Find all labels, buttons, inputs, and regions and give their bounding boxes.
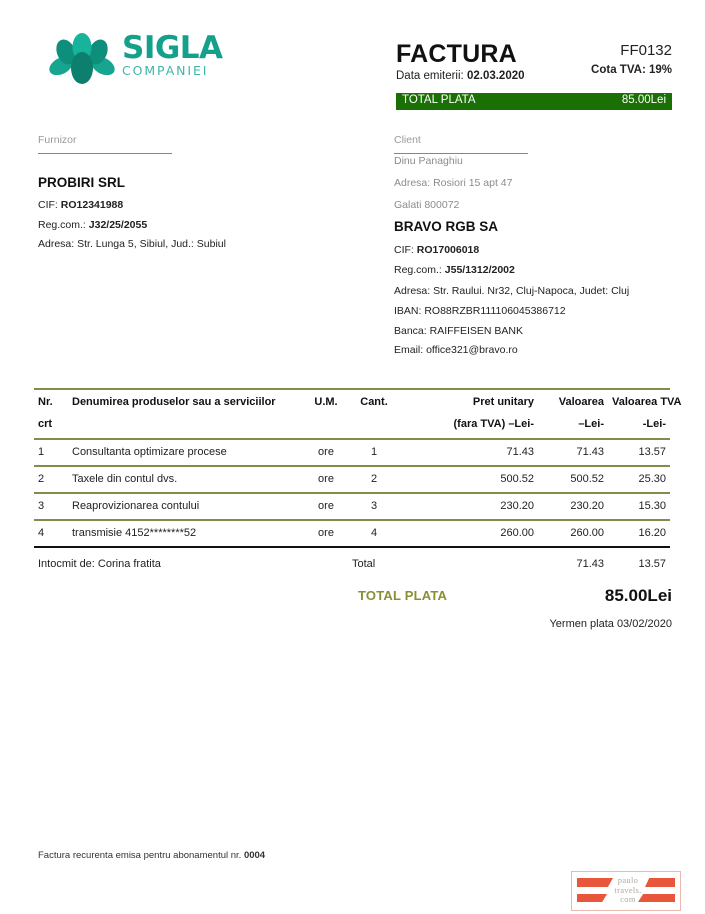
- cell-denumire: Taxele din contul dvs.: [72, 473, 178, 485]
- col-header-pret: Pret unitary: [472, 396, 534, 408]
- supplier-cif: [38, 199, 123, 211]
- cell-pret: 260.00: [500, 527, 534, 539]
- company-logo: [48, 28, 278, 90]
- totals-label: Total: [352, 558, 376, 570]
- cell-pret: 230.20: [500, 500, 534, 512]
- footer-note-number: 0004: [243, 850, 266, 861]
- issue-date-value: 02.03.2020: [466, 70, 525, 82]
- supplier-divider: [38, 153, 172, 154]
- col-header-denumire: Denumirea produselor sau a serviciilor: [72, 396, 276, 408]
- supplier-address: Adresa: Str. Lunga 5, Sibiul, Jud.: Subiul: [38, 238, 226, 250]
- supplier-cif-value: RO12341988: [60, 199, 124, 211]
- cell-nr: 4: [38, 527, 45, 539]
- client-cif-label: CIF:: [394, 244, 414, 256]
- stamp-line-2: travels.: [614, 884, 642, 895]
- cell-pret: 71.43: [506, 446, 534, 458]
- cell-tva: 15.30: [638, 500, 666, 512]
- stamp-line-1: paulo: [617, 875, 639, 885]
- cell-tva: 16.20: [638, 527, 666, 539]
- supplier-name: PROBIRI SRL: [38, 175, 126, 190]
- cell-nr: 1: [38, 446, 45, 458]
- client-iban: IBAN: RO88RZBR111106045386712: [394, 305, 566, 317]
- supplier-regcom-label: Reg.com.:: [38, 219, 86, 231]
- client-name: BRAVO RGB SA: [394, 219, 499, 234]
- line-items-table: [34, 388, 682, 582]
- invoice-number: FF0132: [620, 42, 672, 59]
- partner-stamp-logo: [571, 871, 681, 911]
- table-totals-row: [34, 548, 670, 582]
- stamp-line-3: com: [620, 894, 636, 904]
- cell-valoare: 500.52: [570, 473, 604, 485]
- cell-valoare: 260.00: [570, 527, 604, 539]
- cell-cant: 3: [370, 500, 378, 512]
- grand-total-label: TOTAL PLATA: [358, 588, 448, 603]
- cell-valoare: 230.20: [570, 500, 604, 512]
- client-regcom: [394, 264, 515, 276]
- cell-tva: 13.57: [638, 446, 666, 458]
- page-title: FACTURA: [396, 40, 517, 68]
- logo-name: SIGLA: [122, 30, 223, 66]
- client-label: Client: [394, 134, 421, 146]
- cell-um: ore: [318, 527, 334, 539]
- footer-note: [38, 850, 265, 861]
- cell-um: ore: [318, 473, 334, 485]
- prepared-by: Intocmit de: Corina fratita: [38, 558, 161, 570]
- col-header-tva-2: -Lei-: [642, 418, 666, 430]
- col-header-nr-2: crt: [38, 418, 53, 430]
- cell-cant: 4: [370, 527, 378, 539]
- col-header-cant: Cant.: [360, 396, 388, 408]
- logo-wordmark: [122, 32, 223, 78]
- cell-denumire: transmisie 4152********52: [72, 527, 197, 539]
- lotus-logo-icon: [48, 30, 116, 86]
- client-divider: [394, 153, 528, 154]
- cell-nr: 3: [38, 500, 45, 512]
- cell-tva: 25.30: [638, 473, 666, 485]
- totals-tva: 13.57: [638, 558, 666, 570]
- due-date: Yermen plata 03/02/2020: [549, 618, 672, 630]
- cell-denumire: Reaprovizionarea contului: [72, 500, 200, 512]
- cell-um: ore: [318, 500, 334, 512]
- col-header-valoare: Valoarea: [558, 396, 604, 408]
- client-address: Adresa: Str. Raului. Nr32, Cluj-Napoca, Judet: Cluj: [394, 285, 630, 297]
- client-cif-value: RO17006018: [416, 244, 480, 256]
- logo-subtitle: COMPANIEI: [122, 63, 209, 78]
- col-header-nr: Nr.: [38, 396, 53, 408]
- total-payment-banner-label: TOTAL PLATA: [402, 94, 476, 106]
- client-bank: Banca: RAIFFEISEN BANK: [394, 325, 523, 337]
- cell-um: ore: [318, 446, 334, 458]
- cell-nr: 2: [38, 473, 45, 485]
- totals-valoare: 71.43: [576, 558, 604, 570]
- cell-pret: 500.52: [500, 473, 534, 485]
- client-contact-city: Galati 800072: [394, 199, 460, 211]
- cell-valoare: 71.43: [576, 446, 604, 458]
- cell-cant: 2: [370, 473, 378, 485]
- col-header-tva: Valoarea TVA: [612, 396, 682, 408]
- invoice-header: [0, 0, 705, 118]
- vat-rate: Cota TVA: 19%: [591, 64, 672, 76]
- cell-denumire: Consultanta optimizare procese: [72, 446, 227, 458]
- issue-date: [396, 70, 525, 82]
- total-payment-banner: [396, 93, 672, 110]
- table-row: [34, 521, 670, 546]
- total-payment-banner-value: 85.00Lei: [621, 94, 666, 106]
- table-row: [34, 494, 670, 519]
- table-header-row: [34, 390, 682, 438]
- col-header-um: U.M.: [314, 396, 338, 408]
- issue-date-label: Data emiterii:: [396, 70, 464, 82]
- supplier-cif-label: CIF:: [38, 199, 58, 211]
- stamp-text: [600, 876, 656, 905]
- grand-total-value: 85.00Lei: [604, 586, 672, 605]
- footer-note-text: Factura recurenta emisa pentru abonamentul nr.: [38, 850, 242, 861]
- client-cif: [394, 244, 479, 256]
- client-email: Email: office321@bravo.ro: [394, 344, 518, 356]
- supplier-regcom-value: J32/25/2055: [88, 219, 148, 231]
- supplier-regcom: [38, 219, 147, 231]
- client-contact-name: Dinu Panaghiu: [394, 155, 463, 167]
- supplier-label: Furnizor: [38, 134, 77, 146]
- client-regcom-label: Reg.com.:: [394, 264, 442, 276]
- col-header-pret-2: (fara TVA) –Lei-: [453, 418, 534, 430]
- col-header-valoare-2: –Lei-: [578, 418, 604, 430]
- table-row: [34, 440, 670, 465]
- client-contact-address: Adresa: Rosiori 15 apt 47: [394, 177, 513, 189]
- table-row: [34, 467, 670, 492]
- client-regcom-value: J55/1312/2002: [444, 264, 515, 276]
- cell-cant: 1: [370, 446, 378, 458]
